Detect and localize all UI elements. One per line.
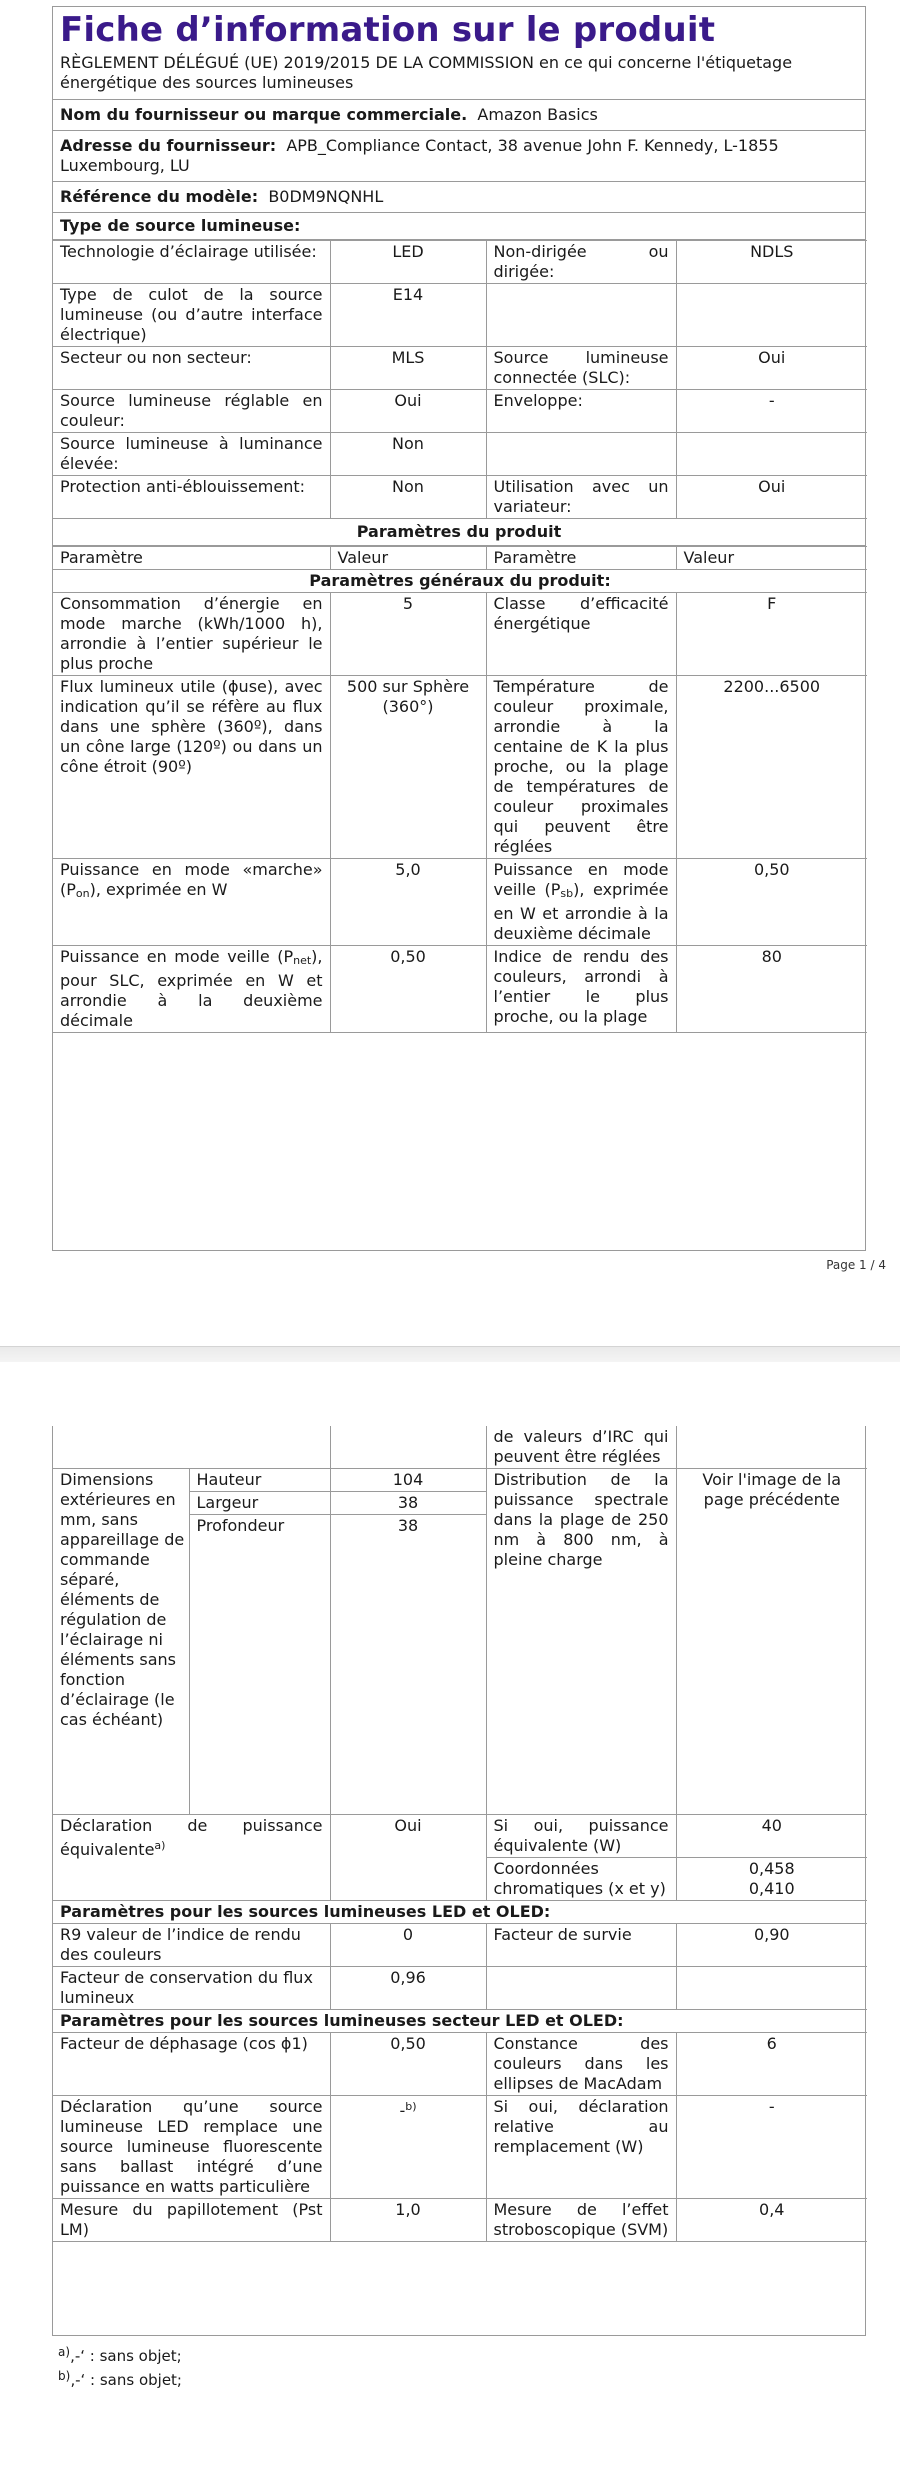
table-row (53, 1426, 867, 1469)
on-mode-power-label: Puissance en mode «marche» (Pon), exprimée en W (53, 859, 330, 946)
page-title: Fiche d’information sur le produit (60, 10, 716, 50)
equivalent-power-label: Déclaration de puissance équivalente$^{a)}$ (53, 1815, 330, 1901)
row-label: Enveloppe: (486, 390, 676, 433)
continued-params-table (53, 1426, 867, 2242)
supplier-address-label: Adresse du fournisseur: (60, 136, 277, 155)
replacement-watt-value: - (676, 2096, 867, 2199)
product-params-heading: Paramètres du produit (53, 519, 865, 546)
page-separator (0, 1346, 900, 1362)
table-row (53, 1967, 867, 2010)
chromaticity-value: 0,458 0,410 (676, 1858, 867, 1901)
footnote-a: $^{a)}$‚-‘ : sans objet; (58, 2345, 182, 2365)
spectral-distribution-label: Distribution de la puissance spectrale dans la plage de 250 nm à 800 nm, à pleine charge (486, 1469, 676, 1815)
column-header-param: Paramètre (53, 547, 330, 570)
survival-factor-value: 0,90 (676, 1924, 867, 1967)
row-label: Type de culot de la source lumineuse (ou d’autre interface électrique) (53, 284, 330, 347)
row-value: MLS (330, 347, 486, 390)
color-rendering-label-continued: de valeurs d’IRC qui peuvent être réglées (486, 1426, 676, 1469)
page-number: Page 1 / 4 (826, 1258, 886, 1272)
row-value: Non (330, 476, 486, 519)
mains-led-oled-heading: Paramètres pour les sources lumineuses secteur LED et OLED: (53, 2010, 867, 2033)
efficiency-class-label: Classe d’efficacité énergétique (486, 593, 676, 676)
row-label: Source lumineuse réglable en couleur: (53, 390, 330, 433)
table-row (53, 859, 867, 946)
flicker-label: Mesure du papillotement (Pst LM) (53, 2199, 330, 2242)
survival-factor-label: Facteur de survie (486, 1924, 676, 1967)
product-params-table (53, 546, 867, 1033)
row-value: Oui (676, 476, 867, 519)
height-value: 104 (330, 1469, 486, 1492)
r9-value: 0 (330, 1924, 486, 1967)
supplier-name-label: Nom du fournisseur ou marque commerciale. (60, 105, 468, 124)
table-row (53, 390, 867, 433)
row-label: Secteur ou non secteur: (53, 347, 330, 390)
row-label: Source lumineuse à luminance élevée: (53, 433, 330, 476)
supplier-address-value: APB_Compliance Contact, 38 avenue John F. Kennedy, L-1855 Luxembourg, LU (60, 136, 779, 175)
stroboscopic-label: Mesure de l’effet stroboscopique (SVM) (486, 2199, 676, 2242)
table-row (53, 284, 867, 347)
column-header-param: Paramètre (486, 547, 676, 570)
column-header-value: Valeur (676, 547, 867, 570)
depth-label: Profondeur (189, 1515, 330, 1815)
row-label: Protection anti-éblouissement: (53, 476, 330, 519)
color-rendering-label: Indice de rendu des couleurs, arrondi à l’entier le plus proche, ou la plage (486, 946, 676, 1033)
equivalent-watt-label: Si oui, puissance équivalente (W) (486, 1815, 676, 1858)
row-value: LED (330, 241, 486, 284)
flicker-value: 1,0 (330, 2199, 486, 2242)
footnotes (58, 2342, 182, 2390)
height-label: Hauteur (189, 1469, 330, 1492)
color-temperature-value: 2200...6500 (676, 676, 867, 859)
chromaticity-label: Coordonnées chromatiques (x et y) (486, 1858, 676, 1901)
width-label: Largeur (189, 1492, 330, 1515)
energy-consumption-label: Consommation d’énergie en mode marche (kWh/1000 h), arrondie à l’entier supérieur le plus proche (53, 593, 330, 676)
mains-led-oled-heading-row (53, 2010, 867, 2033)
macadam-label: Constance des couleurs dans les ellipses de MacAdam (486, 2033, 676, 2096)
energy-consumption-value: 5 (330, 593, 486, 676)
led-oled-heading-row (53, 1901, 867, 1924)
led-oled-heading: Paramètres pour les sources lumineuses LED et OLED: (53, 1901, 867, 1924)
regulation-subtitle: RÈGLEMENT DÉLÉGUÉ (UE) 2019/2015 DE LA COMMISSION en ce qui concerne l'étiquetage énergétique des sources lumineuses (60, 53, 793, 92)
product-sheet-page-1 (52, 6, 866, 1251)
model-reference-value: B0DM9NQNHL (268, 187, 384, 206)
row-value (676, 433, 867, 476)
spectral-distribution-value: Voir l'image de la page précédente (676, 1469, 867, 1815)
table-row (53, 476, 867, 519)
table-row (53, 593, 867, 676)
row-value (676, 284, 867, 347)
dimensions-label: Dimensions extérieures en mm, sans appareillage de commande séparé, éléments de régulation de l’éclairage ni éléments sans fonction d’éclairage (le cas échéant) (53, 1469, 189, 1815)
table-row (53, 2033, 867, 2096)
fluorescent-replacement-label: Déclaration qu’une source lumineuse LED remplace une source lumineuse fluorescente sans ballast intégré d’une puissance en watts particulière (53, 2096, 330, 2199)
row-label: Utilisation avec un variateur: (486, 476, 676, 519)
column-header-value: Valeur (330, 547, 486, 570)
luminous-flux-label: Flux lumineux utile (ϕuse), avec indication qu’il se réfère au flux dans une sphère (360º), dans un cône large (120º) ou dans un cône étroit (90º) (53, 676, 330, 859)
table-row (53, 676, 867, 859)
r9-label: R9 valeur de l’indice de rendu des couleurs (53, 1924, 330, 1967)
supplier-name-value: Amazon Basics (477, 105, 598, 124)
stroboscopic-value: 0,4 (676, 2199, 867, 2242)
row-value: E14 (330, 284, 486, 347)
row-label: Non-dirigée ou dirigée: (486, 241, 676, 284)
source-type-table (53, 240, 867, 519)
source-type-heading: Type de source lumineuse: (53, 213, 865, 240)
table-row (53, 241, 867, 284)
macadam-value: 6 (676, 2033, 867, 2096)
supplier-address-row (53, 131, 865, 182)
supplier-name-row (53, 100, 865, 131)
width-value: 38 (330, 1492, 486, 1515)
row-value: NDLS (676, 241, 867, 284)
color-temperature-label: Température de couleur proximale, arrondie à la centaine de K la plus proche, ou la plage de températures de couleur proximales qui peuvent être réglées (486, 676, 676, 859)
table-row (53, 1469, 867, 1492)
depth-value: 38 (330, 1515, 486, 1815)
table-header-row (53, 547, 867, 570)
model-reference-label: Référence du modèle: (60, 187, 259, 206)
row-label: Source lumineuse connectée (SLC): (486, 347, 676, 390)
table-row (53, 1815, 867, 1858)
footnote-b: $^{b)}$‚-‘ : sans objet; (58, 2369, 182, 2389)
product-sheet-page-2 (52, 1426, 866, 2336)
fluorescent-replacement-value: -$^{b)}$ (330, 2096, 486, 2199)
row-label (486, 284, 676, 347)
networked-standby-value: 0,50 (330, 946, 486, 1033)
table-row (53, 946, 867, 1033)
row-value: Non (330, 433, 486, 476)
standby-power-label: Puissance en mode veille (Psb), exprimée en W et arrondie à la deuxième décimale (486, 859, 676, 946)
displacement-factor-value: 0,50 (330, 2033, 486, 2096)
equivalent-power-value: Oui (330, 1815, 486, 1901)
general-params-heading-row (53, 570, 867, 593)
title-block (53, 7, 865, 100)
row-label (486, 433, 676, 476)
table-row (53, 1924, 867, 1967)
displacement-factor-label: Facteur de déphasage (cos ϕ1) (53, 2033, 330, 2096)
lumen-maintenance-label: Facteur de conservation du flux lumineux (53, 1967, 330, 2010)
replacement-watt-label: Si oui, déclaration relative au remplacement (W) (486, 2096, 676, 2199)
table-row (53, 2199, 867, 2242)
table-row (53, 433, 867, 476)
general-params-heading: Paramètres généraux du produit: (53, 570, 867, 593)
row-value: Oui (676, 347, 867, 390)
networked-standby-label: Puissance en mode veille (Pnet), pour SLC, exprimée en W et arrondie à la deuxième décimale (53, 946, 330, 1033)
row-value: - (676, 390, 867, 433)
luminous-flux-value: 500 sur Sphère (360°) (330, 676, 486, 859)
model-reference-row (53, 182, 865, 213)
efficiency-class-value: F (676, 593, 867, 676)
row-value: Oui (330, 390, 486, 433)
lumen-maintenance-value: 0,96 (330, 1967, 486, 2010)
table-row (53, 2096, 867, 2199)
equivalent-watt-value: 40 (676, 1815, 867, 1858)
standby-power-value: 0,50 (676, 859, 867, 946)
on-mode-power-value: 5,0 (330, 859, 486, 946)
color-rendering-value: 80 (676, 946, 867, 1033)
row-label: Technologie d’éclairage utilisée: (53, 241, 330, 284)
table-row (53, 347, 867, 390)
